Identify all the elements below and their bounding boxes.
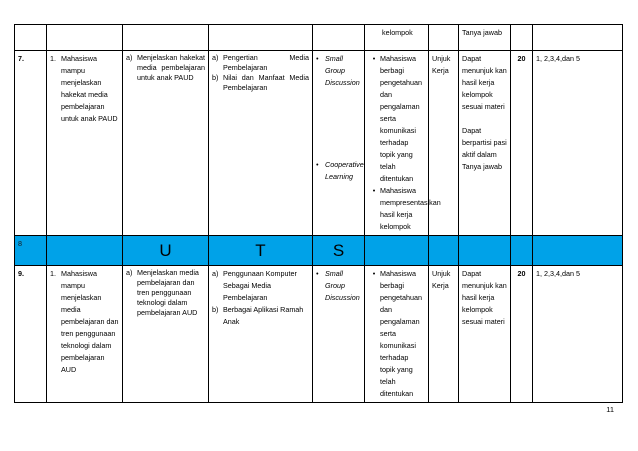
indicator-text: Mahasiswa berbagi pengetahuan dan pengalaman serta komunikasi terhadap topik yang telah ditentukan xyxy=(380,269,422,398)
assessment-form: Unjuk Kerja xyxy=(429,51,459,236)
row-number: 7. xyxy=(15,51,47,236)
bullet-icon: • xyxy=(316,54,319,63)
bullet-icon: • xyxy=(372,186,376,195)
references: 1, 2,3,4,dan 5 xyxy=(533,266,623,403)
uts-letter: U xyxy=(123,236,209,266)
method xyxy=(313,266,365,403)
criteria-text: Dapat menunjuk kan hasil kerja kelompok sesuai materi xyxy=(462,269,507,326)
indicator-text: Mahasiswa berbagi pengetahuan dan pengalaman serta komunikasi terhadap topik yang telah ditentukan xyxy=(380,54,422,183)
uts-letter: S xyxy=(313,236,365,266)
criteria-continuation: Tanya jawab xyxy=(462,28,502,37)
learning-outcome xyxy=(47,266,123,403)
sub-outcome xyxy=(123,266,209,403)
material xyxy=(209,266,313,403)
indicator xyxy=(365,266,429,403)
references: 1, 2,3,4,dan 5 xyxy=(533,51,623,236)
rps-table xyxy=(14,24,623,403)
row-number: 8 xyxy=(15,236,47,266)
uts-row xyxy=(15,236,623,266)
material-text: Nilai dan Manfaat Media Pembelajaran xyxy=(223,73,309,92)
material-text: Pengertian Media Pembelajaran xyxy=(223,53,309,72)
list-marker: b) xyxy=(212,73,219,82)
weight: 20 xyxy=(511,266,533,403)
outcome-text: Mahasiswa mampu menjelaskan media pembelajaran dan tren penggunaan teknologi dalam pembelajaran AUD xyxy=(61,269,119,374)
material xyxy=(209,51,313,236)
table-row xyxy=(15,266,623,403)
material-text: Berbagai Aplikasi Ramah Anak xyxy=(223,305,304,326)
material-text: Penggunaan Komputer Sebagai Media Pembelajaran xyxy=(223,269,297,302)
criteria-text: Dapat menunjuk kan hasil kerja kelompok sesuai materi xyxy=(462,54,507,111)
table-row xyxy=(15,51,623,236)
assessment-form: Unjuk Kerja xyxy=(429,266,459,403)
criteria-text: Dapat berpartisi pasi aktif dalam Tanya jawab xyxy=(462,126,507,171)
assessment-criteria xyxy=(459,266,511,403)
list-marker: b) xyxy=(212,305,219,314)
indicator-continuation: kelompok xyxy=(382,28,413,37)
weight: 20 xyxy=(511,51,533,236)
indicator xyxy=(365,51,441,236)
list-marker: a) xyxy=(126,268,133,277)
row-number: 9. xyxy=(15,266,47,403)
list-marker: 1. xyxy=(50,54,56,63)
method-text: Small Group Discussion xyxy=(325,54,360,87)
indicator-text: Mahasiswa mempresentasikan hasil kerja kelompok xyxy=(380,186,441,231)
learning-outcome xyxy=(47,51,123,236)
assessment-criteria xyxy=(459,51,511,236)
list-marker: 1. xyxy=(50,269,56,278)
list-marker: a) xyxy=(126,53,133,62)
outcome-text: Mahasiswa mampu menjelaskan hakekat media pembelajaran untuk anak PAUD xyxy=(61,54,118,123)
method-text: Small Group Discussion xyxy=(325,269,360,302)
continuation-row xyxy=(15,25,623,51)
list-marker: a) xyxy=(212,53,219,62)
sub-outcome xyxy=(123,51,209,236)
method xyxy=(313,51,365,236)
method-text: Cooperative Learning xyxy=(325,160,364,181)
page-number: 11 xyxy=(606,405,614,414)
bullet-icon: • xyxy=(372,54,376,63)
bullet-icon: • xyxy=(316,269,319,278)
bullet-icon: • xyxy=(372,269,376,278)
uts-letter: T xyxy=(209,236,313,266)
sub-outcome-text: Menjelaskan hakekat media pembelajaran untuk anak PAUD xyxy=(137,53,205,82)
sub-outcome-text: Menjelaskan media pembelajaran dan tren penggunaan teknologi dalam pembelajaran AUD xyxy=(137,268,199,317)
bullet-icon: • xyxy=(316,160,319,169)
list-marker: a) xyxy=(212,269,219,278)
